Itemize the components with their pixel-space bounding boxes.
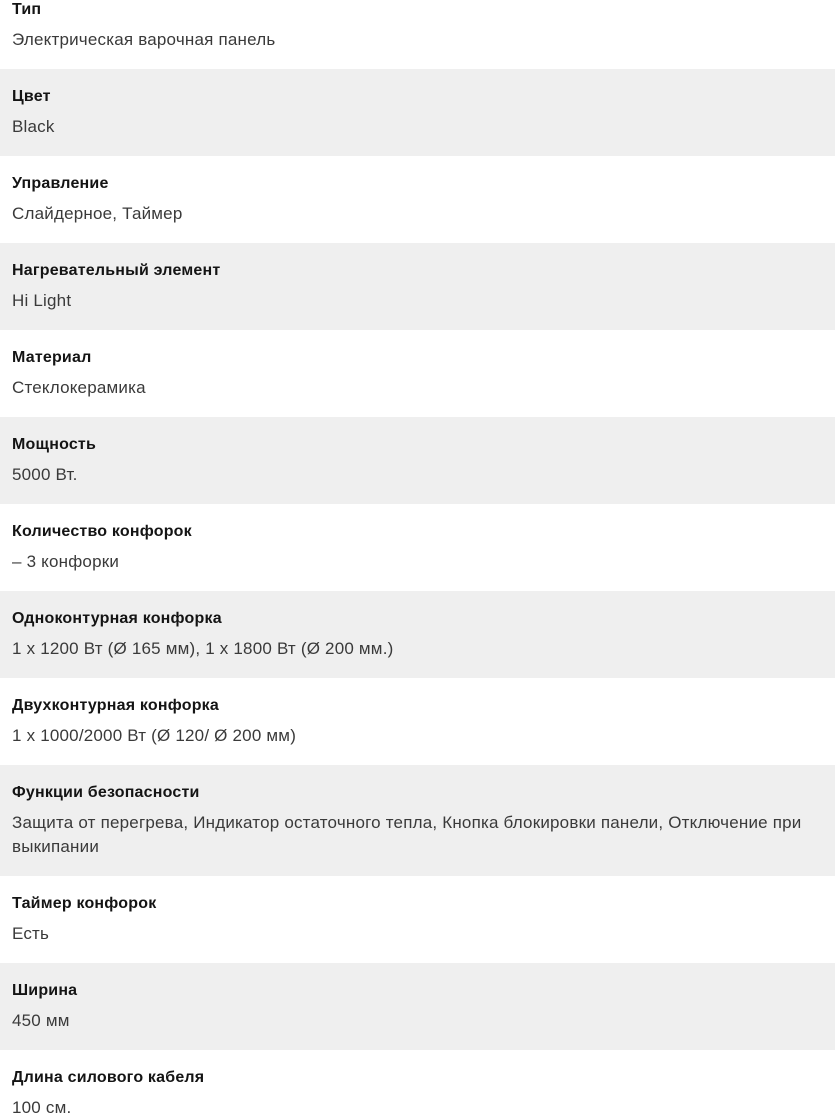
spec-label: Длина силового кабеля [12,1069,205,1086]
spec-value: – 3 конфорки [12,552,120,571]
spec-row [0,0,835,69]
spec-row [0,504,835,591]
spec-label: Двухконтурная конфорка [12,697,219,714]
spec-row [0,69,835,156]
spec-value: Электрическая варочная панель [12,30,276,49]
spec-label: Одноконтурная конфорка [12,610,222,627]
spec-row [0,963,835,1050]
spec-row [0,876,835,963]
spec-value: Black [12,117,55,136]
spec-value: 450 мм [12,1011,70,1030]
spec-value: 1 x 1000/2000 Вт (Ø 120/ Ø 200 мм) [12,726,297,745]
spec-label: Функции безопасности [12,784,200,801]
spec-label: Нагревательный элемент [12,262,221,279]
spec-label: Тип [12,1,42,18]
spec-label: Ширина [12,982,78,999]
spec-value: Hi Light [12,291,72,310]
spec-value: Стеклокерамика [12,378,146,397]
spec-value: Есть [12,924,50,943]
spec-value: Слайдерное, Таймер [12,204,183,223]
spec-label: Мощность [12,436,96,453]
spec-row [0,417,835,504]
spec-row [0,591,835,678]
spec-label: Материал [12,349,92,366]
spec-label: Управление [12,175,109,192]
spec-row [0,156,835,243]
spec-label: Цвет [12,88,51,105]
spec-row [0,243,835,330]
spec-row [0,765,835,876]
spec-value: 1 x 1200 Вт (Ø 165 мм), 1 x 1800 Вт (Ø 200 мм.) [12,639,394,658]
spec-value: Защита от перегрева, Индикатор остаточного тепла, Кнопка блокировки панели, Отключение при выкипании [12,813,802,856]
spec-value: 5000 Вт. [12,465,78,484]
spec-value: 100 см. [12,1098,72,1113]
spec-row [0,330,835,417]
spec-row [0,1050,835,1113]
spec-label: Количество конфорок [12,523,192,540]
spec-row [0,678,835,765]
spec-label: Таймер конфорок [12,895,157,912]
